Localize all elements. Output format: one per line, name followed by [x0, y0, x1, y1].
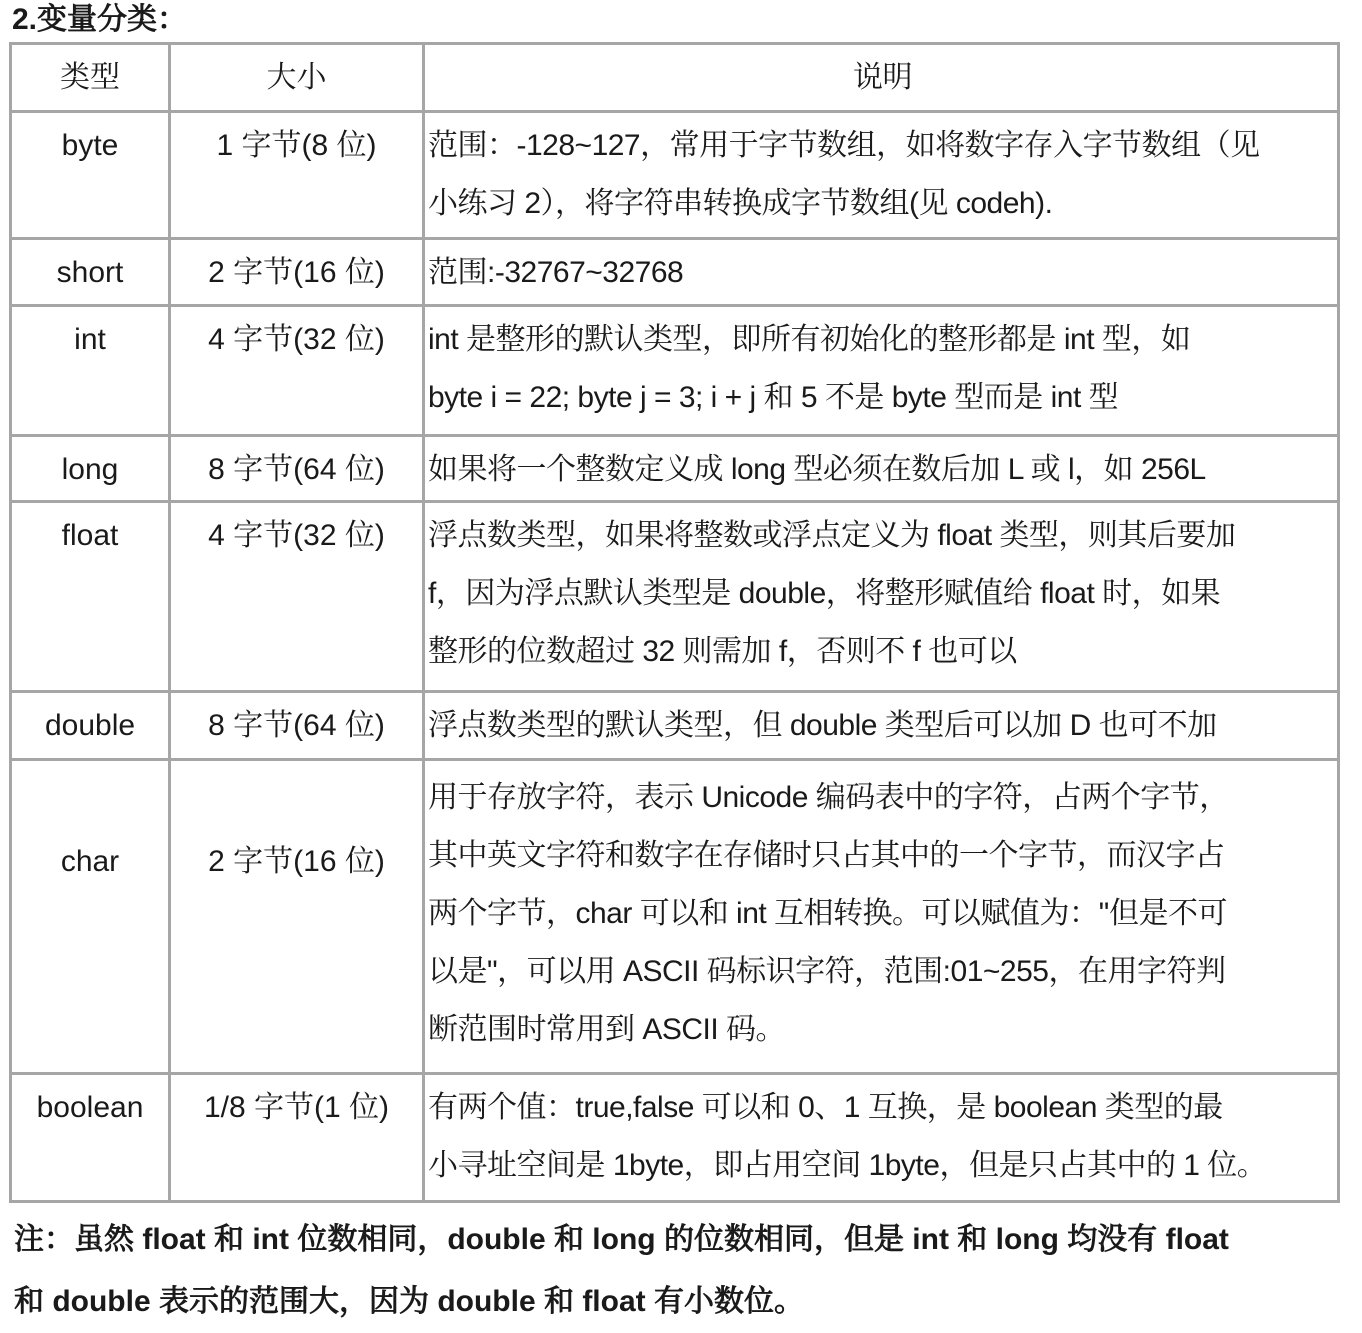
size-cell: 4 字节(32 位)	[170, 502, 424, 692]
description-cell	[424, 112, 1339, 239]
size-cell: 8 字节(64 位)	[170, 436, 424, 502]
description-line: 用于存放字符，表示 Unicode 编码表中的字符，占两个字节，	[428, 781, 1229, 814]
type-cell: float	[11, 502, 170, 692]
table-header-row	[11, 44, 1339, 112]
description-line: int 是整形的默认类型，即所有初始化的整形都是 int 型，如	[428, 323, 1191, 356]
table-row	[11, 760, 1339, 1074]
table-row	[11, 502, 1339, 692]
description-line: 整形的位数超过 32 则需加 f，否则不 f 也可以	[428, 635, 1017, 668]
content-area	[9, 42, 1339, 1333]
description-line: 有两个值：true,false 可以和 0、1 互换，是 boolean 类型的最	[428, 1091, 1223, 1124]
table-row	[11, 239, 1339, 306]
variable-types-table	[9, 42, 1340, 1203]
size-cell: 1/8 字节(1 位)	[170, 1074, 424, 1202]
description-line: 以是"，可以用 ASCII 码标识字符，范围:01~255，在用字符判	[428, 955, 1226, 988]
description-line: 其中英文字符和数字在存储时只占其中的一个字节，而汉字占	[428, 839, 1225, 872]
size-cell: 2 字节(16 位)	[170, 239, 424, 306]
description-cell	[424, 239, 1339, 306]
description-line: 小寻址空间是 1byte，即占用空间 1byte，但是只占其中的 1 位。	[428, 1149, 1267, 1182]
type-cell: char	[11, 760, 170, 1074]
description-cell	[424, 502, 1339, 692]
type-cell: byte	[11, 112, 170, 239]
description-cell	[424, 436, 1339, 502]
table-row	[11, 112, 1339, 239]
type-cell: boolean	[11, 1074, 170, 1202]
footnote	[9, 1209, 1339, 1333]
description-line: 如果将一个整数定义成 long 型必须在数后加 L 或 l，如 256L	[428, 453, 1206, 486]
type-cell: int	[11, 306, 170, 436]
size-cell: 2 字节(16 位)	[170, 760, 424, 1074]
type-cell: short	[11, 239, 170, 306]
description-cell	[424, 692, 1339, 760]
description-cell	[424, 306, 1339, 436]
description-line: 断范围时常用到 ASCII 码。	[428, 1013, 786, 1046]
header-type: 类型	[11, 44, 170, 112]
description-line: 浮点数类型，如果将整数或浮点定义为 float 类型，则其后要加	[428, 519, 1236, 552]
size-cell: 4 字节(32 位)	[170, 306, 424, 436]
description-line: 两个字节，char 可以和 int 互相转换。可以赋值为：''但是不可	[428, 897, 1228, 930]
description-line: 小练习 2），将字符串转换成字节数组(见 codeh).	[428, 187, 1053, 220]
description-line: f，因为浮点默认类型是 double，将整形赋值给 float 时，如果	[428, 577, 1221, 610]
description-line: 浮点数类型的默认类型，但 double 类型后可以加 D 也可不加	[428, 709, 1217, 742]
type-cell: double	[11, 692, 170, 760]
table-row	[11, 692, 1339, 760]
description-line: 范围:-32767~32768	[428, 256, 684, 289]
footnote-line: 注：虽然 float 和 int 位数相同，double 和 long 的位数相同，但是 int 和 long 均没有 float	[14, 1223, 1229, 1256]
header-description: 说明	[424, 44, 1339, 112]
description-line: 范围：-128~127，常用于字节数组，如将数字存入字节数组（见	[428, 129, 1260, 162]
size-cell: 8 字节(64 位)	[170, 692, 424, 760]
description-cell	[424, 1074, 1339, 1202]
size-cell: 1 字节(8 位)	[170, 112, 424, 239]
description-cell	[424, 760, 1339, 1074]
header-size: 大小	[170, 44, 424, 112]
section-heading: 2.变量分类：	[12, 3, 188, 36]
table-row	[11, 1074, 1339, 1202]
footnote-line: 和 double 表示的范围大，因为 double 和 float 有小数位。	[14, 1285, 804, 1318]
table-row	[11, 306, 1339, 436]
description-line: byte i = 22; byte j = 3; i + j 和 5 不是 byte 型而是 int 型	[428, 381, 1119, 414]
table-row	[11, 436, 1339, 502]
type-cell: long	[11, 436, 170, 502]
